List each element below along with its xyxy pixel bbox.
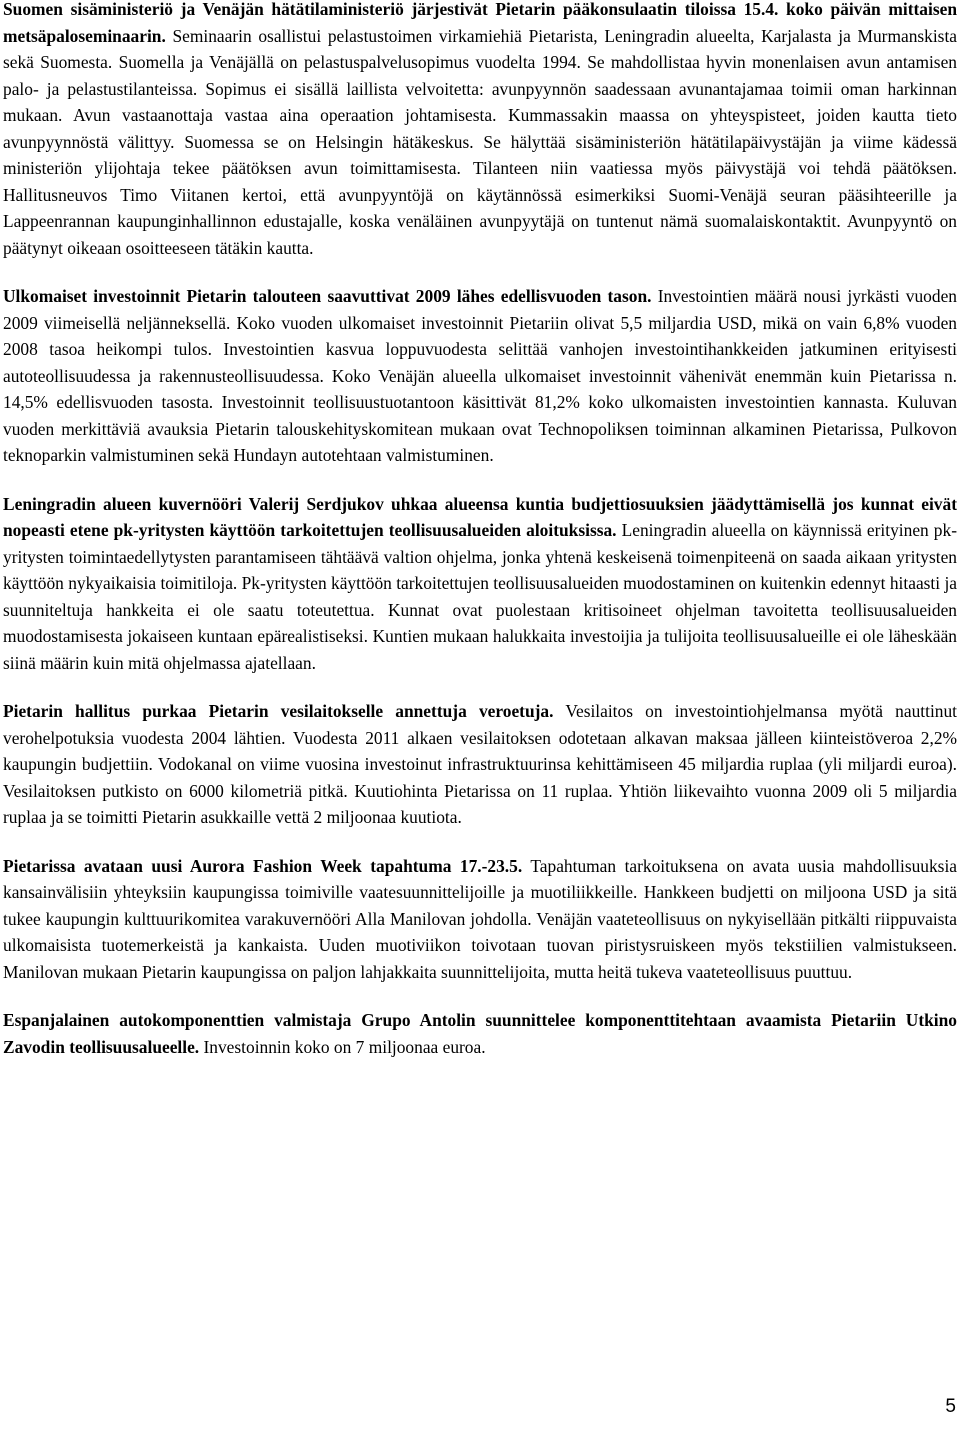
paragraph-body: Leningradin alueella on käynnissä erityinen pk-yritysten toimintaedellytysten parantamiseen tähtäävä valtion ohjelma, jonka yhtenä keskeisenä toimenpiteenä on saada aikaan yritysten käyttöön nykyaikaisia toimitiloja. Pk-yritysten käyttöön tarkoitettujen teollisuusalueiden muodostaminen on kuitenkin edennyt hitaasti ja suunniteltuja hankkeita ei ole saatu toteutettua. Kunnat ovat puolestaan kritisoineet ohjelman tavoitetta teollisuusalueiden muodostamisesta jokaiseen kuntaan epärealistiseksi. Kuntien mukaan halukkaita investoijia ja tulijoita teollisuusalueille ei ole läheskään siinä määrin kuin mitä ohjelmassa ajatellaan. <box>3 520 957 673</box>
document-page <box>3 0 957 1060</box>
page-number: 5 <box>945 1396 956 1417</box>
paragraph-leningrad-governor <box>3 491 957 677</box>
paragraph-lead: Espanjalainen autokomponenttien valmistaja Grupo Antolin suunnittelee komponenttitehtaan avaamista Pietariin Utkino Zavodin teollisuusalueelle. <box>3 1010 957 1057</box>
paragraph-body: Vesilaitos on investointiohjelmansa myötä nauttinut verohelpotuksia vuodesta 2004 lähtien. Vuodesta 2011 alkaen vesilaitoksen odotetaan alkavan maksaa jälleen kiinteistöveroa 2,2% kaupungin budjettiin. Vodokanal on viime vuosina investoinut infrastruktuurinsa kehittämiseen 45 miljardia ruplaa (yli miljardi euroa). Vesilaitoksen putkisto on 6000 kilometriä pitkä. Kuutiohinta Pietarissa on 11 ruplaa. Yhtiön liikevaihto vuonna 2009 oli 5 miljardia ruplaa ja se toimitti Pietarin asukkaille vettä 2 miljoonaa kuutiota. <box>3 701 957 827</box>
paragraph-lead: Leningradin alueen kuvernööri Valerij Serdjukov uhkaa alueensa kuntia budjettiosuuksien jäädyttämisellä jos kunnat eivät nopeasti etene pk-yritysten käyttöön tarkoitettujen teollisuusalueiden aloituksissa. <box>3 493 957 540</box>
paragraph-lead: Pietarissa avataan uusi Aurora Fashion Week tapahtuma 17.-23.5. <box>3 855 523 876</box>
paragraph-fire-seminar <box>3 0 957 261</box>
paragraph-foreign-investment <box>3 283 957 469</box>
paragraph-lead: Pietarin hallitus purkaa Pietarin vesilaitokselle annettuja veroetuja. <box>3 701 554 721</box>
paragraph-lead: Suomen sisäministeriö ja Venäjän hätätilaministeriö järjestivät Pietarin pääkonsulaatin tiloissa 15.4. koko päivän mittaisen metsäpaloseminaarin. <box>3 0 957 46</box>
paragraph-lead: Ulkomaiset investoinnit Pietarin talouteen saavuttivat 2009 lähes edellisvuoden tason. <box>3 286 652 306</box>
paragraph-body: Tapahtuman tarkoituksena on avata uusia mahdollisuuksia kansainvälisiin yhteyksiin kaupungissa toimiville vaatesuunnittelijoille ja muotiliikkeille. Hankkeen budjetti on miljoona USD ja sitä tukee kaupungin kulttuurikomitea varakuvernööri Alla Manilovan johdolla. Venäjän vaateteollisuus on nykyisellään pitkälti riippuvaista ulkomaisista tuotemerkeistä ja kankaista. Uuden muotiviikon toivotaan tuovan piristysruiskeen myös tekstiilien valmistukseen. Manilovan mukaan Pietarin kaupungissa on paljon lahjakkaita suunnittelijoita, mutta heitä tukeva vaateteollisuus puuttuu. <box>3 855 957 982</box>
paragraph-body: Investoinnin koko on 7 miljoonaa euroa. <box>199 1036 486 1057</box>
paragraph-grupo-antolin <box>3 1007 957 1060</box>
paragraph-water-utility <box>3 698 957 831</box>
paragraph-fashion-week <box>3 853 957 986</box>
paragraph-body: Seminaarin osallistui pelastustoimen virkamiehiä Pietarista, Leningradin alueelta, Karjalasta ja Murmanskista sekä Suomesta. Suomella ja Venäjällä on pelastuspalvelusopimus vuodelta 1994. Se mahdollistaa hyvin monenlaisen avun antamisen palo- ja pelastustilanteissa. Sopimus ei sisällä laillista velvoitetta: avunpyynnön saadessaan avunantajamaa toimii oman harkinnan mukaan. Avun vastaanottaja vastaa aina operaation johtamisesta. Kummassakin maassa on yhteyspisteet, joiden kautta tieto avunpyynnöstä välittyy. Suomessa se on Helsingin hätäkeskus. Se hälyttää sisäministeriön hätätilapäivystäjän ja viime kädessä ministeriön ylijohtaja tekee päätöksen avun toimittamisesta. Tilanteen niin vaatiessa myös päivystäjä voi tehdä päätöksen. Hallitusneuvos Timo Viitanen kertoi, että avunpyyntöjä on käytännössä esimerkiksi Suomi-Venäjä seuran pääsihteerille ja Lappeenrannan kaupunginhallinnon edustajalle, koska venäläinen avunpyytäjä on tuntenut nämä suomalaiskontaktit. Avunpyyntö on päätynyt oikeaan osoitteeseen tätäkin kautta. <box>3 25 957 258</box>
paragraph-body: Investointien määrä nousi jyrkästi vuoden 2009 viimeisellä neljänneksellä. Koko vuoden ulkomaiset investoinnit Pietariin olivat 5,5 miljardia USD, mikä on vain 6,8% vuoden 2008 tasoa heikompi tulos. Investointien kasvua loppuvuodesta selittää vanhojen investointihankkeiden jatkuminen erityisesti autoteollisuudessa ja rakennusteollisuudessa. Koko Venäjän alueella ulkomaiset investoinnit vähenivät enemmän kuin Pietarissa n. 14,5% edellisvuoden tasosta. Investoinnit teollisuustuotantoon käsittivät 81,2% koko ulkomaisten investointien kannasta. Kuluvan vuoden merkittäviä avauksia Pietarin talouskehityskomitean mukaan ovat Technopoliksen toiminnan alkaminen Pietarissa, Pulkovon teknoparkin valmistuminen sekä Hundayn autotehtaan valmistuminen. <box>3 286 957 465</box>
